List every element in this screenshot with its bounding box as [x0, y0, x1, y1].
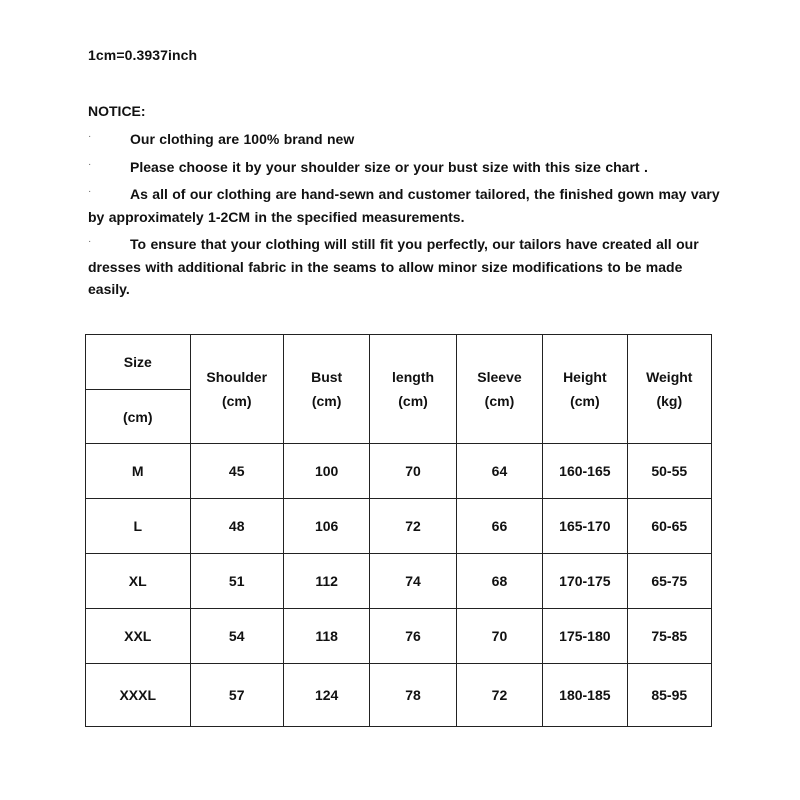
- bullet-icon: ·: [88, 236, 92, 247]
- shoulder-cell: 45: [190, 444, 283, 499]
- bullet-icon: ·: [88, 131, 92, 142]
- header-label: Height: [563, 369, 607, 385]
- bullet-icon: ·: [88, 186, 92, 197]
- bust-cell: 100: [283, 444, 369, 499]
- header-unit: (kg): [656, 393, 683, 409]
- notice-title: NOTICE:: [88, 103, 146, 119]
- length-cell: 70: [370, 444, 456, 499]
- sleeve-cell: 66: [456, 499, 542, 554]
- height-cell: 165-170: [543, 499, 627, 554]
- sleeve-cell: 70: [456, 609, 542, 664]
- header-unit: (cm): [221, 393, 252, 409]
- header-unit: (cm): [484, 393, 515, 409]
- header-label: length: [392, 369, 435, 385]
- header-unit: (cm): [398, 393, 428, 409]
- table-row: [86, 554, 712, 609]
- bust-cell: 118: [283, 609, 369, 664]
- header-height: [543, 335, 627, 444]
- header-shoulder: [190, 335, 283, 444]
- length-cell: 78: [370, 664, 456, 727]
- header-label: Sleeve: [477, 369, 522, 385]
- bust-cell: 106: [283, 499, 369, 554]
- size-cell: XXXL: [86, 664, 191, 727]
- header-label: Bust: [311, 369, 343, 385]
- header-size-label: Size: [86, 335, 191, 390]
- height-cell: 160-165: [543, 444, 627, 499]
- notice-item: [88, 156, 728, 179]
- notice-item-text: As all of our clothing are hand-sewn and customer tailored, the finished gown may vary by approximately 1-2CM in the specified measurements.: [88, 186, 720, 225]
- bust-cell: 112: [283, 554, 369, 609]
- height-cell: 175-180: [543, 609, 627, 664]
- table-row: [86, 444, 712, 499]
- header-label: Weight: [646, 369, 693, 385]
- weight-cell: 85-95: [627, 664, 711, 727]
- sleeve-cell: 72: [456, 664, 542, 727]
- shoulder-cell: 51: [190, 554, 283, 609]
- length-cell: 74: [370, 554, 456, 609]
- height-cell: 180-185: [543, 664, 627, 727]
- header-unit: (cm): [570, 393, 600, 409]
- header-label: Shoulder: [206, 369, 268, 385]
- header-unit: (cm): [311, 393, 342, 409]
- notice-item-text: Our clothing are 100% brand new: [130, 131, 355, 147]
- table-row: [86, 499, 712, 554]
- height-cell: 170-175: [543, 554, 627, 609]
- size-chart-table: [85, 334, 712, 727]
- bullet-icon: ·: [88, 158, 92, 170]
- header-size-unit: (cm): [86, 390, 191, 444]
- notice-item-text: To ensure that your clothing will still fit you perfectly, our tailors have created all our dresses with additional fabric in the seams to allow minor size modifications to be made easily.: [88, 236, 699, 297]
- notice-item: [88, 233, 728, 301]
- size-cell: XL: [86, 554, 191, 609]
- weight-cell: 50-55: [627, 444, 711, 499]
- header-bust: [283, 335, 369, 444]
- header-length: [370, 335, 456, 444]
- length-cell: 72: [370, 499, 456, 554]
- notice-list: [88, 128, 728, 306]
- shoulder-cell: 54: [190, 609, 283, 664]
- sleeve-cell: 68: [456, 554, 542, 609]
- weight-cell: 65-75: [627, 554, 711, 609]
- table-row: [86, 609, 712, 664]
- shoulder-cell: 48: [190, 499, 283, 554]
- notice-item: [88, 183, 728, 228]
- sleeve-cell: 64: [456, 444, 542, 499]
- notice-item-text: Please choose it by your shoulder size or your bust size with this size chart .: [130, 158, 648, 175]
- unit-conversion-note: 1cm=0.3937inch: [88, 47, 198, 63]
- table-row: [86, 664, 712, 727]
- length-cell: 76: [370, 609, 456, 664]
- weight-cell: 75-85: [627, 609, 711, 664]
- size-cell: M: [86, 444, 191, 499]
- notice-item: [88, 128, 728, 151]
- size-cell: L: [86, 499, 191, 554]
- bust-cell: 124: [283, 664, 369, 727]
- size-cell: XXL: [86, 609, 191, 664]
- header-sleeve: [456, 335, 542, 444]
- header-weight: [627, 335, 711, 444]
- weight-cell: 60-65: [627, 499, 711, 554]
- shoulder-cell: 57: [190, 664, 283, 727]
